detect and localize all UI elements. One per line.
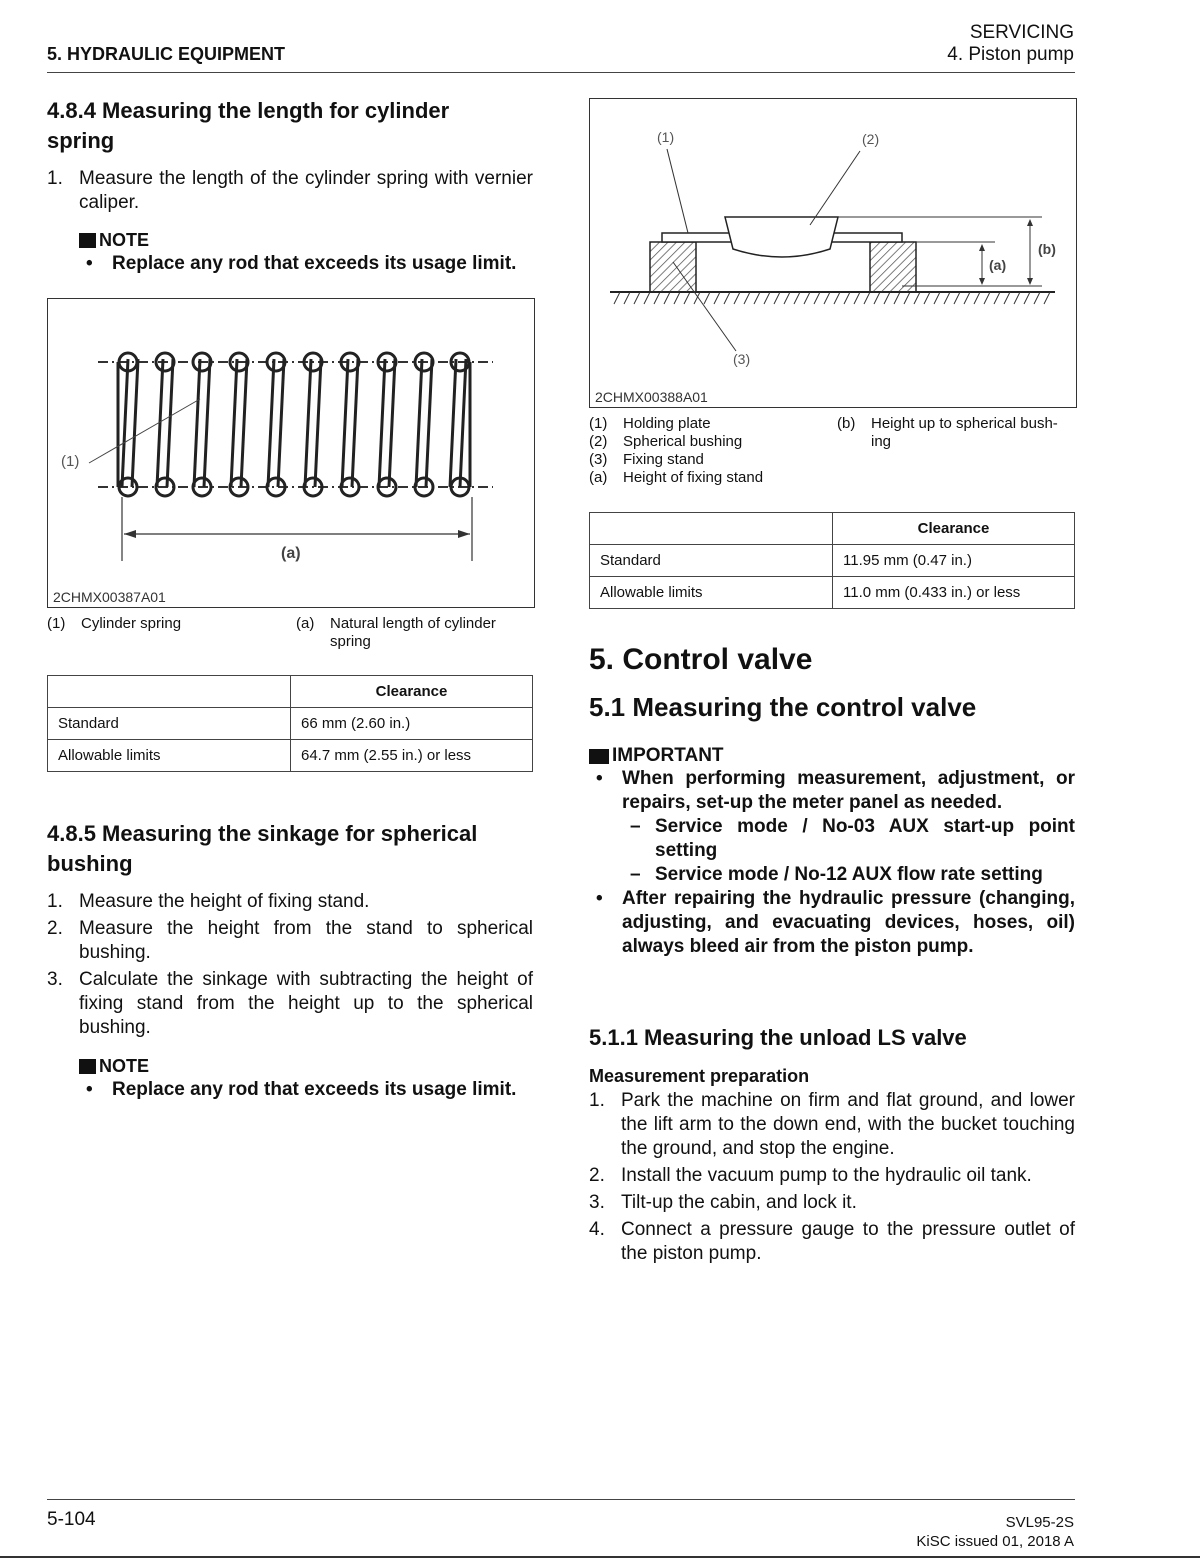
bullet-icon: • [596,768,603,789]
important-heading [589,745,1075,767]
legend-item [47,615,287,633]
legend-left-column [589,415,829,487]
figure-label-3: (3) [733,351,751,367]
list-item [589,1089,1075,1161]
table-row [590,577,1075,609]
list-item [47,890,533,914]
legend-key: (2) [589,433,608,450]
figure-label-2: (2) [862,131,880,147]
section-header: 5. HYDRAULIC EQUIPMENT [47,44,286,64]
title-line: bushing [47,851,133,876]
table-header-row [590,513,1075,545]
note-box [79,230,533,276]
figure-label-1: (1) [61,453,80,470]
title-line: spring [47,128,115,153]
note-square-icon [79,1059,96,1074]
legend-key: (1) [47,615,66,632]
heading-text: 5. Control valve [589,643,813,676]
header-divider [47,72,1075,73]
section-4-8-5-title [47,819,533,879]
legend-item [296,615,526,651]
legend-key: (b) [837,415,856,432]
note-square-icon [79,233,96,248]
chapter-subtitle: 4. Piston pump [947,44,1074,65]
dash-item [622,815,1075,863]
chapter-title-control-valve [589,643,812,677]
legend-text [871,415,1058,451]
legend-item [589,469,829,487]
legend-text: Cylinder spring [81,615,182,632]
bullet-text: When performing measurement, adjustment, or repairs, set-up the meter panel as needed. [622,768,1075,813]
page-bottom-edge [0,1556,1200,1558]
step-number: 1. [47,891,63,912]
table-cell: Standard [48,708,291,740]
list-item [589,1191,1075,1215]
model-name: SVL95-2S [1005,1514,1074,1531]
legend-text: Height of fixing stand [623,469,764,486]
bushing-clearance-table [589,512,1075,609]
important-bullet [589,887,1075,959]
section-4-8-4-steps [47,167,533,218]
figure-label-a: (a) [281,545,301,562]
table-cell [590,513,833,545]
table-cell [48,676,291,708]
list-item [47,167,533,215]
legend-item [589,451,829,469]
figure-label-b: (b) [1038,241,1056,257]
step-text: Measure the length of the cylinder spring with vernier caliper. [79,168,533,213]
legend-text: Spherical bushing [623,433,743,450]
issue-info: KiSC issued 01, 2018 A [916,1533,1074,1550]
step-text: Connect a pressure gauge to the pressure outlet of the piston pump. [621,1219,1075,1264]
table-cell: 66 mm (2.60 in.) [291,708,533,740]
list-item [589,1164,1075,1188]
step-number: 4. [589,1219,605,1240]
legend-text: Fixing stand [623,451,704,468]
step-number: 1. [589,1090,605,1111]
figure-code: 2CHMX00388A01 [595,389,708,405]
bullet-icon: • [86,1079,93,1100]
table-row [48,708,533,740]
step-number: 1. [47,168,63,189]
table-header-cell: Clearance [291,676,533,708]
list-item [47,917,533,965]
chapter-title: SERVICING [969,22,1074,43]
step-number: 3. [47,969,63,990]
important-box [589,745,1075,959]
table-row [590,545,1075,577]
legend-key: (a) [589,469,608,486]
title-line: 4.8.5 Measuring the sinkage for spherical [47,821,478,846]
important-label: IMPORTANT [612,745,724,766]
figure-code: 2CHMX00387A01 [53,589,166,605]
legend-key: (3) [589,451,608,468]
table-cell: 11.95 mm (0.47 in.) [833,545,1075,577]
table-cell: Standard [590,545,833,577]
list-item [47,968,533,1040]
figure-spherical-bushing [589,98,1077,408]
note-heading [79,1056,533,1077]
legend-text-line: Height up to spherical bush- [871,415,1058,432]
heading-text: 5.1 Measuring the control valve [589,692,977,722]
note-label: NOTE [99,1056,150,1076]
step-text: Park the machine on firm and flat ground, and lower the lift arm to the down end, with the bucket touching the ground, and stop the engine. [621,1090,1075,1159]
step-text: Tilt-up the cabin, and lock it. [621,1192,857,1213]
note-bullet [79,252,533,276]
footer-info [916,1513,1074,1551]
step-number: 2. [47,918,63,939]
legend-text-line: ing [871,433,892,450]
step-text: Calculate the sinkage with subtracting the height of fixing stand from the height up to the spherical bushing. [79,969,533,1038]
table-cell: Allowable limits [590,577,833,609]
note-box [79,1056,533,1102]
footer-divider [47,1499,1075,1500]
table-header-row [48,676,533,708]
legend-text: Holding plate [623,415,711,432]
step-text: Measure the height from the stand to spherical bushing. [79,918,533,963]
chapter-header [947,22,1074,66]
section-4-8-5-steps [47,890,533,1043]
legend-key: (a) [296,615,315,632]
important-bullet [589,767,1075,815]
table-row [48,740,533,772]
measurement-preparation-label: Measurement preparation [589,1066,810,1086]
bullet-icon: • [596,888,603,909]
step-text: Install the vacuum pump to the hydraulic oil tank. [621,1165,1032,1186]
heading-text: 5.1.1 Measuring the unload LS valve [589,1025,967,1050]
section-5-1-title [589,692,976,723]
dash-icon: – [630,816,641,837]
dash-icon: – [630,864,641,885]
dash-item [622,863,1075,887]
note-bullet [79,1078,533,1102]
dash-text: Service mode / No-03 AUX start-up point setting [655,816,1075,861]
dash-text: Service mode / No-12 AUX flow rate setting [655,864,1043,885]
figure-label-a: (a) [989,257,1007,273]
dash-list [589,815,1075,887]
spherical-bushing-illustration [590,99,1076,407]
section-5-1-1-title [589,1025,967,1051]
legend-item [837,415,1075,451]
legend-item [589,433,829,451]
note-text: Replace any rod that exceeds its usage limit. [112,1079,517,1100]
list-item [589,1218,1075,1266]
bullet-text: After repairing the hydraulic pressure (changing, adjusting, and evacuating devices, hoses, oil) always bleed air from the piston pump. [622,888,1075,957]
legend-item [589,415,829,433]
table-cell: Allowable limits [48,740,291,772]
important-square-icon [589,749,609,764]
note-label: NOTE [99,230,150,250]
section-4-8-4-title [47,96,533,156]
page-number: 5-104 [47,1509,96,1530]
legend-key: (1) [589,415,608,432]
step-number: 3. [589,1192,605,1213]
note-text: Replace any rod that exceeds its usage limit. [112,253,517,274]
title-line: 4.8.4 Measuring the length for cylinder [47,98,450,123]
table-cell: 11.0 mm (0.433 in.) or less [833,577,1075,609]
spring-clearance-table [47,675,533,772]
bullet-icon: • [86,253,93,274]
step-text: Measure the height of fixing stand. [79,891,370,912]
legend-text: Natural length of cylinder spring [330,615,496,650]
note-heading [79,230,533,251]
figure-cylinder-spring [47,298,535,608]
step-number: 2. [589,1165,605,1186]
preparation-steps [589,1089,1075,1269]
figure-label-1: (1) [657,129,675,145]
table-header-cell: Clearance [833,513,1075,545]
table-cell: 64.7 mm (2.55 in.) or less [291,740,533,772]
